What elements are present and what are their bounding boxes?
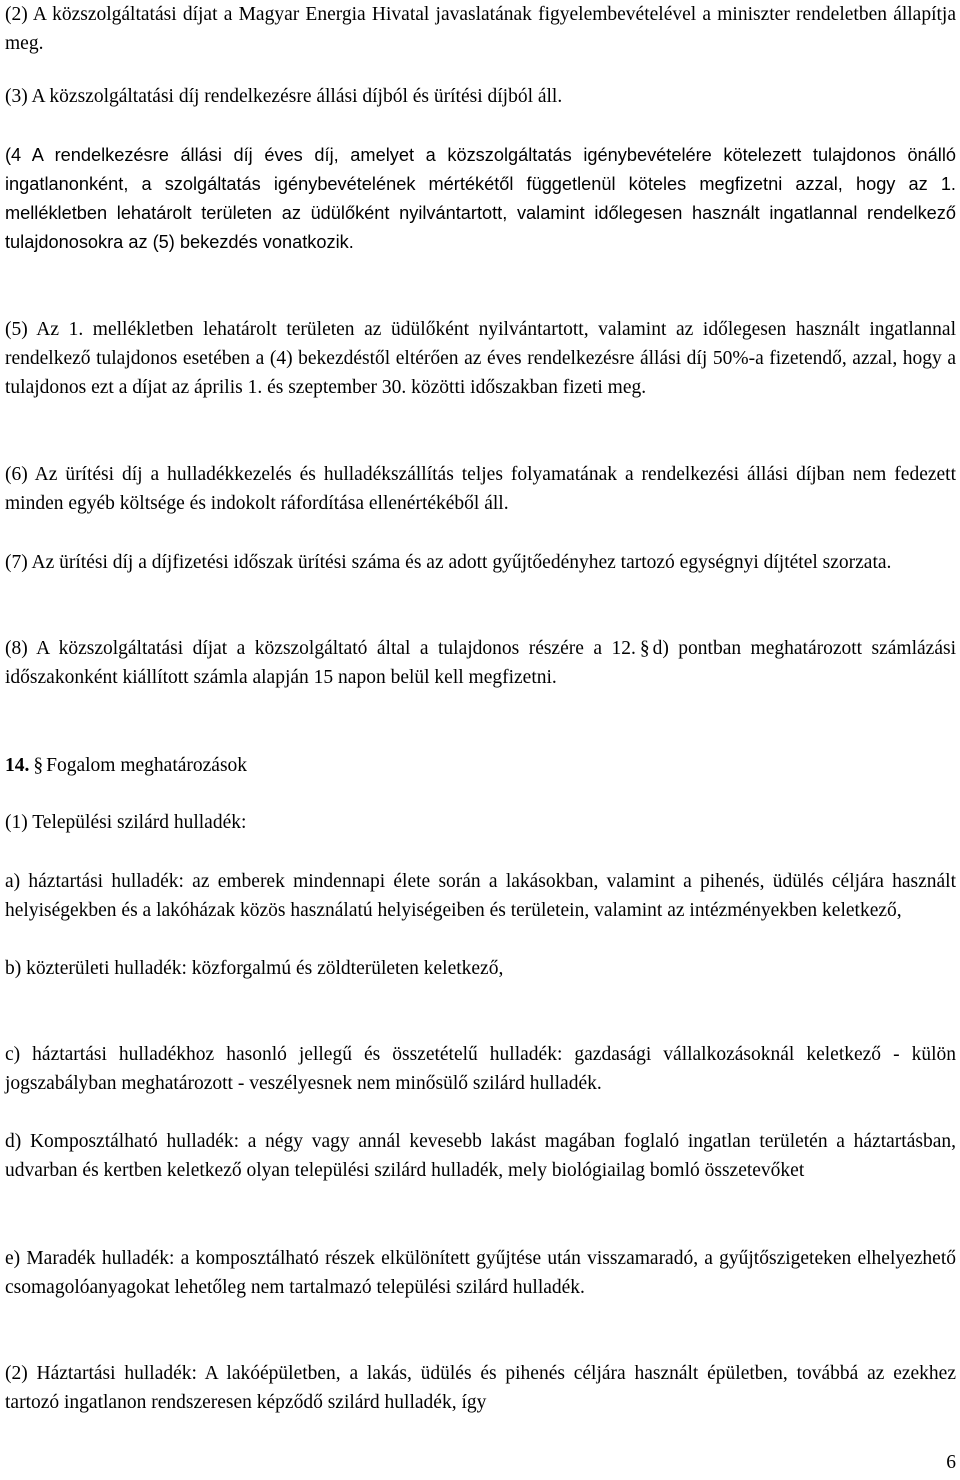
definition-d [5, 1127, 956, 1185]
definition-1-text: (1) Települési szilárd hulladék: [5, 812, 247, 833]
paragraph-3-text: (3) A közszolgáltatási díj rendelkezésre állási díjból és ürítési díjból áll. [5, 86, 563, 107]
paragraph-8-text-part1: (8) A közszolgáltatási díjat a közszolgáltató által a tulajdonos részére a 12. [5, 638, 636, 659]
definition-c [5, 1040, 956, 1098]
section-sign: § [639, 638, 650, 659]
paragraph-7-text: (7) Az ürítési díj a díjfizetési időszak ürítési száma és az adott gyűjtőedényhez tartozó egységnyi díjtétel szorzata. [5, 552, 892, 573]
paragraph-3 [5, 82, 956, 111]
paragraph-6-text: (6) Az ürítési díj a hulladékkezelés és hulladékszállítás teljes folyamatának a rendelkezési állási díjban nem fedezett minden egyéb költsége és indokolt ráfordítása ellenértékéből áll. [5, 464, 956, 514]
section-number: 14. [5, 755, 30, 776]
definition-1 [5, 808, 956, 837]
paragraph-5 [5, 315, 956, 402]
section-heading [5, 751, 956, 780]
definition-d-text: d) Komposztálható hulladék: a négy vagy annál kevesebb lakást magában foglaló ingatlan területén a háztartásban, udvarban és kertben keletkező olyan települési szilárd hulladék, mely biológiailag bomló összetevőket [5, 1131, 956, 1181]
page-number: 6 [946, 1452, 956, 1473]
paragraph-5-text: (5) Az 1. mellékletben lehatárolt területen az üdülőként nyilvántartott, valamint az időlegesen használt ingatlannal rendelkező tulajdonos esetében a (4) bekezdéstől eltérően az éves rendelkezésre állási díj 50%-a fizetendő, azzal, hogy a tulajdonos ezt a díjat az április 1. és szeptember 30. közötti időszakban fizeti meg. [5, 319, 956, 398]
definition-2 [5, 1359, 956, 1417]
paragraph-7 [5, 548, 956, 577]
definition-2-text: (2) Háztartási hulladék: A lakóépületben, a lakás, üdülés és pihenés céljára használt épületben, továbbá az ezekhez tartozó ingatlanon rendszeresen képződő szilárd hulladék, így [5, 1363, 956, 1413]
paragraph-4-text-part1: (4 A rendelkezésre állási díj éves díj, amelyet a közszolgáltatás igénybevételére kötelezett tulajdonos önálló ingatlanonként, a szolgáltatás igénybevételének mértékétől függetlenül köteles megfizetni azzal, hogy az 1. [5, 145, 956, 194]
paragraph-8-text-part2: d) pontban meghatározott számlázási időszakonként kiállított számla alapján 15 napon belül kell megfizetni. [5, 638, 956, 688]
definition-b [5, 954, 956, 983]
paragraph-2-text: (2) A közszolgáltatási díjat a Magyar Energia Hivatal javaslatának figyelembevételével a miniszter rendeletben állapítja meg. [5, 4, 956, 54]
definition-a [5, 867, 956, 925]
definition-a-text: a) háztartási hulladék: az emberek mindennapi élete során a lakásokban, valamint a pihenés, üdülés céljára használt helyiségekben és a lakóházak közös használatú helyiségeiben és területein, valamint az intézményekben keletkező, [5, 871, 956, 921]
section-heading-sign: § [33, 755, 44, 776]
definition-c-text: c) háztartási hulladékhoz hasonló jellegű és összetételű hulladék: gazdasági vállalkozásoknál keletkező - külön jogszabályban meghatározott - veszélyesnek nem minősülő szilárd hulladék. [5, 1044, 956, 1094]
paragraph-6 [5, 460, 956, 518]
definition-e-text: e) Maradék hulladék: a komposztálható részek elkülönített gyűjtése után visszamaradó, a gyűjtőszigeteken elhelyezhető csomagolóanyagokat lehetőleg nem tartalmazó települési szilárd hulladék. [5, 1248, 956, 1298]
definition-e [5, 1244, 956, 1302]
section-title: Fogalom meghatározások [46, 755, 248, 776]
paragraph-4 [5, 141, 956, 257]
paragraph-2 [5, 0, 956, 58]
paragraph-4-text-part2: mellékletben lehatárolt területen az üdülőként nyilvántartott, valamint időlegesen használt ingatlannal rendelkező tulajdonosokra az (5) bekezdés vonatkozik. [5, 203, 956, 252]
definition-b-text: b) közterületi hulladék: közforgalmú és zöldterületen keletkező, [5, 958, 504, 979]
paragraph-8 [5, 634, 956, 692]
